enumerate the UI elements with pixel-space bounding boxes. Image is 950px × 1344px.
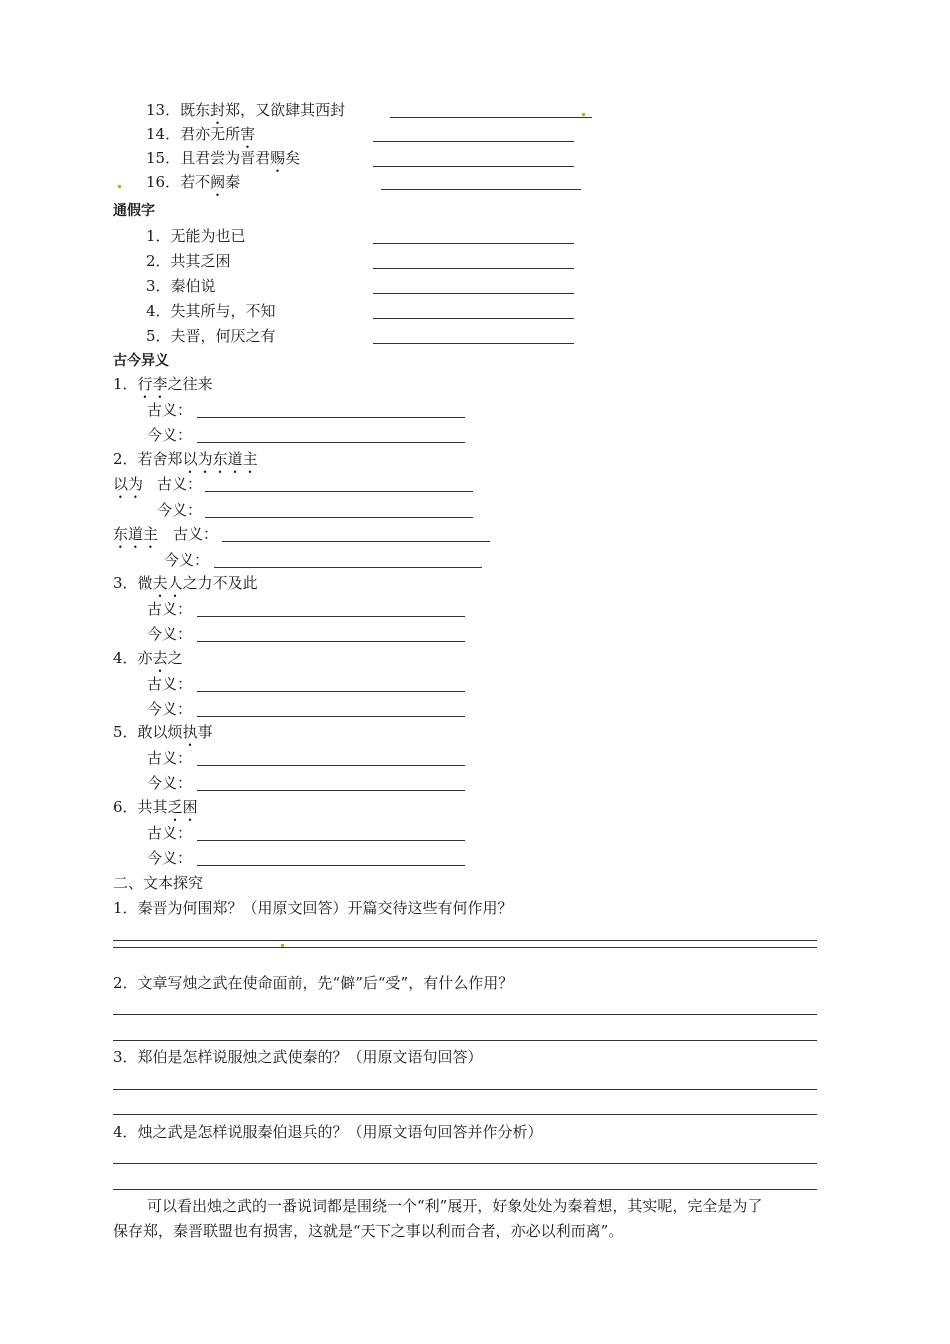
item-text: 亦 [137,649,153,667]
gu-label: 古义： [173,525,219,543]
sub-word-2 [113,524,158,552]
gu-label: 古义： [147,401,193,419]
gu-label: 古义： [157,475,203,493]
answer-line[interactable] [197,691,465,692]
question-1: 1．秦晋为何围郑？（用原文回答）开篇交待这些有何作用？ [113,899,513,917]
answer-line[interactable] [373,318,574,319]
item-text: 敢以烦 [137,723,183,741]
jin-label: 今义： [157,501,203,519]
answer-line[interactable] [205,517,473,518]
item-number: 1． [113,375,138,393]
item-number: 5． [113,723,138,741]
jin-label: 今义： [147,426,193,444]
answer-line[interactable] [197,641,465,642]
item-text: 事 [197,723,213,741]
dotted-char: 害 [240,125,256,143]
dotted-word: 夫人 [152,574,183,592]
gujin-item-1 [113,374,213,402]
vocab-item-16 [146,172,240,200]
item-text: 君亦无所 [180,125,241,143]
answer-line[interactable] [113,1163,817,1164]
jin-label: 今义： [147,774,193,792]
answer-line[interactable] [214,567,482,568]
item-text: 且君尝为晋君 [180,149,271,167]
answer-line[interactable] [197,765,465,766]
gujin-item-6 [113,797,198,825]
dotted-word: 以为 [113,475,144,493]
item-number: 6． [113,798,138,816]
answer-line[interactable] [373,243,574,244]
item-number: 2． [113,450,138,468]
item-text: 之往来 [167,375,213,393]
answer-line[interactable] [197,865,465,866]
item-number: 14． [146,125,181,143]
gujin-item-2 [113,449,258,477]
print-speck [118,185,121,188]
dotted-word: 乏困 [167,798,198,816]
tongjia-item: 3．秦伯说 [146,277,216,295]
item-text: 既东 [180,101,211,119]
question-2: 2．文章写烛之武在使命面前，先“僻”后“受”，有什么作用？ [113,974,514,992]
item-number: 13． [146,101,181,119]
jin-label: 今义： [147,700,193,718]
item-number: 15． [146,149,181,167]
section-heading-tongjia: 通假字 [113,203,155,219]
gu-label: 古义： [147,675,193,693]
analysis-paragraph-line-1: 可以看出烛之武的一番说词都是围绕一个“利”展开，好象处处为秦着想，其实呢，完全是为了 [147,1197,763,1215]
item-number: 16． [146,173,181,191]
dotted-char: 封 [210,101,226,119]
dotted-word: 以为 [182,450,213,468]
dotted-word: 东道主 [212,450,258,468]
gu-label: 古义： [147,749,193,767]
jin-label: 今义： [147,625,193,643]
answer-line[interactable] [113,947,817,948]
item-text: 若不 [180,173,211,191]
section-heading-gujin: 古今异义 [113,353,169,369]
gujin-item-4 [113,648,183,676]
gujin-item-5 [113,722,213,750]
sub-word-1 [113,474,143,502]
answer-line[interactable] [197,790,465,791]
answer-line[interactable] [197,716,465,717]
item-number: 4． [113,649,138,667]
dotted-char: 赐 [270,149,286,167]
answer-line[interactable] [113,1014,817,1015]
answer-line[interactable] [113,940,817,941]
item-text: 之力不及此 [182,574,258,592]
tongjia-item: 2．共其乏困 [146,252,231,270]
dotted-word: 东道主 [113,525,159,543]
answer-line[interactable] [197,417,465,418]
item-text: 矣 [285,149,301,167]
answer-line[interactable] [222,541,490,542]
item-text: 微 [137,574,153,592]
item-text: 若舍郑 [137,450,183,468]
section-heading-text-study: 二、文本探究 [113,874,204,892]
answer-line[interactable] [197,442,465,443]
tongjia-item: 4．失其所与，不知 [146,302,276,320]
item-text: 秦 [225,173,241,191]
print-speck [582,113,585,116]
analysis-paragraph-line-2: 保存郑，秦晋联盟也有损害，这就是“天下之事以利而合者，亦必以利而离”。 [113,1222,624,1240]
item-text: 郑，又欲肆其西封 [225,101,346,119]
dotted-char: 阙 [210,173,226,191]
dotted-word: 行李 [137,375,168,393]
print-speck [281,944,284,947]
answer-line[interactable] [113,1040,817,1041]
gujin-item-3 [113,573,258,601]
answer-line[interactable] [381,189,581,190]
question-3: 3．郑伯是怎样说服烛之武使秦的？（用原文语句回答） [113,1048,483,1066]
answer-line[interactable] [373,293,574,294]
tongjia-item: 1．无能为也已 [146,227,246,245]
gu-label: 古义： [147,824,193,842]
item-text: 之 [167,649,183,667]
answer-line[interactable] [113,1114,817,1115]
answer-line[interactable] [205,491,473,492]
answer-line[interactable] [373,166,574,167]
item-number: 3． [113,574,138,592]
gu-label: 古义： [147,600,193,618]
question-4: 4．烛之武是怎样说服秦伯退兵的？（用原文语句回答并作分析） [113,1123,543,1141]
jin-label: 今义： [147,849,193,867]
answer-line[interactable] [373,268,574,269]
tongjia-item: 5．夫晋，何厌之有 [146,327,276,345]
answer-line[interactable] [373,343,574,344]
answer-line[interactable] [113,1089,817,1090]
dotted-word: 去 [152,649,168,667]
answer-line[interactable] [390,117,592,118]
answer-line[interactable] [373,141,574,142]
jin-label: 今义： [164,551,210,569]
dotted-word: 执 [182,723,198,741]
item-text: 共其 [137,798,168,816]
answer-line[interactable] [197,616,465,617]
answer-line[interactable] [113,1189,817,1190]
answer-line[interactable] [197,840,465,841]
